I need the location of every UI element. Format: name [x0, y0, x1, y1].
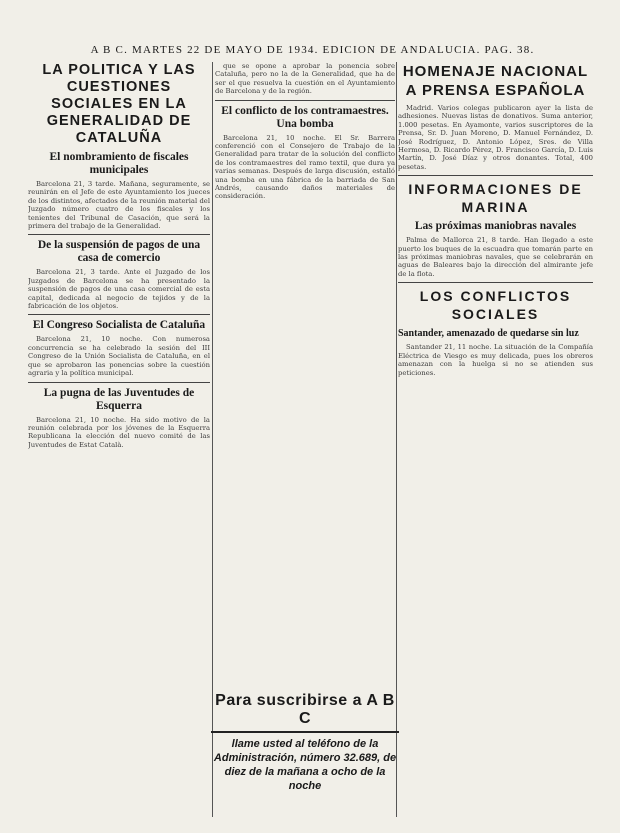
section-body-suspension: Barcelona 21, 3 tarde. Ante el Juzgado de los Juzgados de Barcelona se ha presentado la suspensión de pagos de una casa comercial de esta capital, dedicada al negocio de tejidos y de la fabricación de los objetos. [28, 268, 210, 311]
section-head-congreso: El Congreso Socialista de Cataluña [32, 319, 206, 332]
column-middle [215, 62, 395, 687]
section-body-congreso: Barcelona 21, 10 noche. Con numerosa concurrencia se ha celebrado la sesión del III Congreso de la Unión Socialista de Cataluña, en el que se aprobaron las ponencias sobre la cuestión agraria y la política municipal. [28, 335, 210, 378]
divider [28, 314, 210, 315]
column-right [398, 62, 593, 822]
section-head-suspension: De la suspensión de pagos de una casa de comercio [37, 239, 201, 265]
section-body-homenaje: Madrid. Varios colegas publicaron ayer la lista de adhesiones. Nuevas listas de donativos. Suma anterior, 1.000 pesetas. En Ayamonte, varios suscriptores de la Prensa, Sr. D. Juan Moreno, D. Manuel Fernández, D. José Rodríguez, D. Antonio López, Sres. de Villa Hermosa, D. Ricardo Pérez, D. Francisco García, D. Luis Martín, D. José Díaz y otros donantes. Total, 400 pesetas. [398, 104, 593, 171]
section-head-contramaestres: El conflicto de los contramaestres. Una bomba [221, 104, 389, 130]
page-header: A B C. MARTES 22 DE MAYO DE 1934. EDICION DE ANDALUCIA. PAG. 38. [90, 44, 535, 56]
section-head-maniobras: Las próximas maniobras navales [414, 220, 577, 233]
section-body-maniobras: Palma de Mallorca 21, 8 tarde. Han llegado a este puerto los buques de la escuadra que tomarán parte en las próximas maniobras navales, que se celebrarán en aguas de Baleares bajo la dirección del almirante jefe de la flota. [398, 236, 593, 278]
divider [398, 175, 593, 176]
section-head-fiscales: El nombramiento de fiscales municipales [49, 151, 189, 176]
headline-homenaje: HOMENAJE NACIONAL A PRENSA ESPAÑOLA [402, 63, 589, 99]
section-body-santander: Santander 21, 11 noche. La situación de la Compañía Eléctrica de Viesgo es muy delicada, pues los obreros amenazan con la huelga si no se atienden sus peticiones. [398, 343, 593, 377]
section-body-fiscales: Barcelona 21, 3 tarde. Mañana, seguramente, se reunirán en el Jefe de este Ayuntamiento los jueces de los distintos, afectados de la reunión material del Juzgado número cuatro de los fiscales y los tenientes del Tribunal de Casación, que será la primera del trabajo de la Generalidad. [28, 180, 210, 231]
subscription-ad [211, 692, 399, 822]
headline-marina: INFORMACIONES DE MARINA [408, 181, 583, 216]
divider [28, 234, 210, 235]
section-body-juventudes: Barcelona 21, 10 noche. Ha sido motivo de la reunión celebrada por los jóvenes de la Esquerra Republicana la elección del nuevo comité de las Juventudes de Estat Català. [28, 415, 210, 449]
divider [215, 100, 395, 101]
column-left [28, 62, 210, 822]
section-body-contramaestres: Barcelona 21, 10 noche. El Sr. Barrera conferenció con el Consejero de Trabajo de la Generalidad para tratar de la solución del conflicto de los contramaestres del ramo textil, que dura ya varias semanas. Después de larga discusión, estalló una bomba en una fábrica de la barriada de San Andrés, causando daños materiales de consideración. [215, 133, 395, 201]
divider [28, 382, 210, 383]
headline-politica: LA POLITICA Y LAS CUESTIONES SOCIALES EN LA GENERALIDAD DE CATALUÑA [42, 62, 196, 146]
headline-conflictos: LOS CONFLICTOS SOCIALES [419, 288, 572, 323]
section-head-juventudes: La pugna de las Juventudes de Esquerra [43, 386, 195, 412]
subscription-text: llame usted al teléfono de la Administración, número 32.689, de diez de la mañana a ocho de la noche [213, 738, 397, 792]
section-head-santander: Santander, amenazado de quedarse sin luz [398, 328, 579, 340]
continued-text: que se opone a aprobar la ponencia sobre Cataluña, pero no la de la Generalidad, que ha de ser el que resuelva la cuestión en el Ayuntamiento de Barcelona y de la región. [215, 62, 395, 96]
subscription-title: Para suscribirse a A B C [211, 692, 399, 733]
divider [398, 282, 593, 283]
